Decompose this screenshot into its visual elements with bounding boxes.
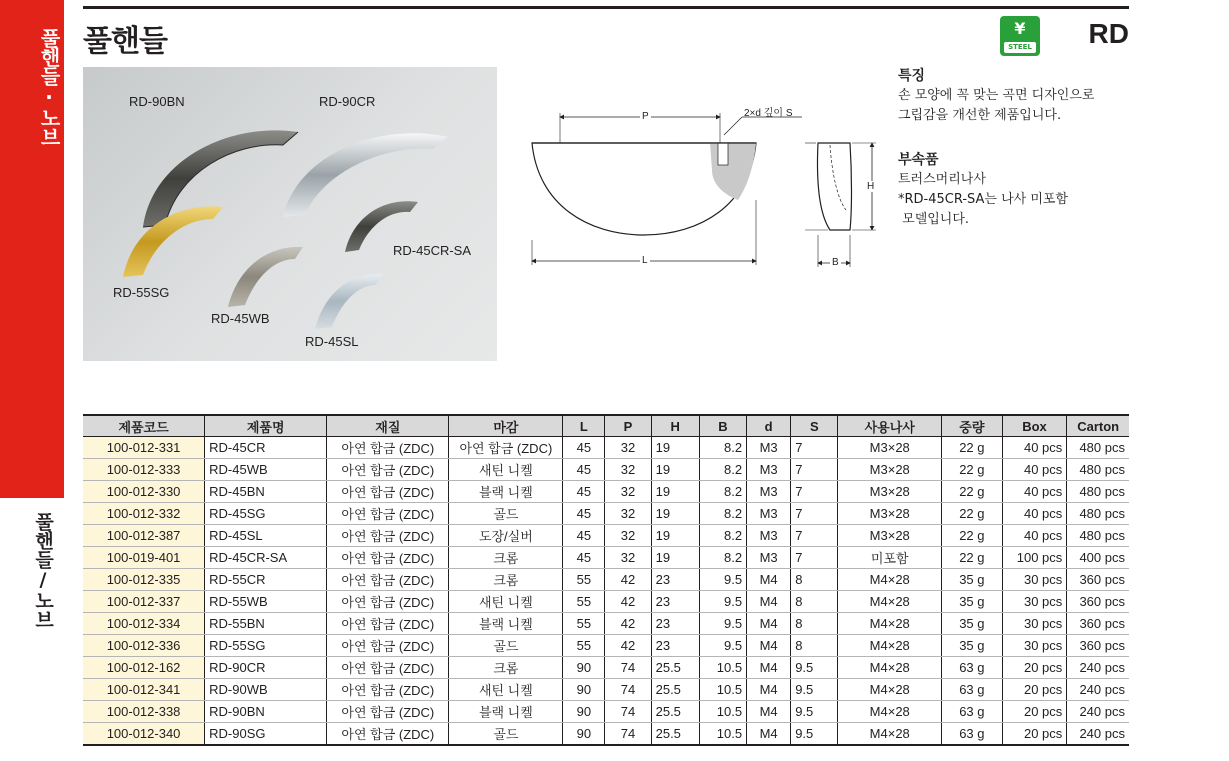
cell-box: 20 pcs	[1002, 657, 1067, 679]
cell-b: 8.2	[699, 503, 746, 525]
cell-l: 45	[563, 459, 605, 481]
cell-b: 10.5	[699, 657, 746, 679]
cell-box: 30 pcs	[1002, 635, 1067, 657]
col-header-p: P	[605, 415, 651, 437]
cell-carton: 400 pcs	[1067, 547, 1129, 569]
cell-h: 23	[651, 591, 699, 613]
cell-box: 30 pcs	[1002, 569, 1067, 591]
cell-h: 25.5	[651, 679, 699, 701]
features-heading: 특징	[898, 68, 926, 84]
cell-p: 74	[605, 679, 651, 701]
cell-finish: 골드	[449, 635, 563, 657]
cell-h: 23	[651, 613, 699, 635]
cell-finish: 블랙 니켈	[449, 481, 563, 503]
cell-l: 45	[563, 503, 605, 525]
cell-d: M3	[747, 503, 791, 525]
cell-screw: M4×28	[838, 569, 942, 591]
cell-carton: 360 pcs	[1067, 635, 1129, 657]
cell-screw: M4×28	[838, 701, 942, 723]
cell-carton: 360 pcs	[1067, 613, 1129, 635]
drawing-label-b: B	[832, 257, 839, 268]
cell-carton: 360 pcs	[1067, 591, 1129, 613]
cell-code: 100-012-387	[83, 525, 205, 547]
accessories-section	[898, 150, 1068, 230]
cell-d: M4	[747, 635, 791, 657]
table-row	[83, 459, 1129, 481]
product-photo-image	[83, 67, 497, 361]
cell-s: 7	[791, 547, 838, 569]
cell-screw: M4×28	[838, 591, 942, 613]
cell-screw: M4×28	[838, 679, 942, 701]
cell-finish: 새틴 니켈	[449, 591, 563, 613]
cell-h: 25.5	[651, 723, 699, 746]
cell-material: 아연 합금 (ZDC)	[327, 679, 449, 701]
cell-p: 42	[605, 569, 651, 591]
cell-finish: 새틴 니켈	[449, 679, 563, 701]
cell-code: 100-012-340	[83, 723, 205, 746]
cell-code: 100-012-336	[83, 635, 205, 657]
cell-code: 100-012-338	[83, 701, 205, 723]
cell-b: 8.2	[699, 525, 746, 547]
cell-h: 19	[651, 525, 699, 547]
table-row	[83, 481, 1129, 503]
col-header-finish: 마감	[449, 415, 563, 437]
cell-code: 100-012-330	[83, 481, 205, 503]
side-tab-red-label: 풀핸들·노브	[37, 28, 61, 146]
cell-weight: 22 g	[942, 437, 1003, 459]
cell-material: 아연 합금 (ZDC)	[327, 701, 449, 723]
cell-material: 아연 합금 (ZDC)	[327, 723, 449, 746]
technical-drawing	[520, 95, 880, 275]
cell-carton: 360 pcs	[1067, 569, 1129, 591]
photo-label-rd-45wb: RD-45WB	[211, 311, 270, 326]
side-tab-black-label: 풀핸들/노브	[32, 512, 54, 629]
cell-l: 45	[563, 481, 605, 503]
cell-finish: 크롬	[449, 657, 563, 679]
cell-weight: 35 g	[942, 569, 1003, 591]
cell-material: 아연 합금 (ZDC)	[327, 459, 449, 481]
table-row	[83, 657, 1129, 679]
cell-material: 아연 합금 (ZDC)	[327, 525, 449, 547]
cell-l: 55	[563, 591, 605, 613]
cell-s: 8	[791, 613, 838, 635]
cell-d: M4	[747, 657, 791, 679]
cell-box: 20 pcs	[1002, 701, 1067, 723]
cell-finish: 골드	[449, 503, 563, 525]
cell-name: RD-45SG	[205, 503, 327, 525]
cell-l: 55	[563, 635, 605, 657]
features-section	[898, 66, 1094, 126]
cell-box: 20 pcs	[1002, 679, 1067, 701]
cell-screw: M3×28	[838, 525, 942, 547]
cell-box: 40 pcs	[1002, 459, 1067, 481]
cell-s: 8	[791, 569, 838, 591]
cell-carton: 480 pcs	[1067, 503, 1129, 525]
cell-name: RD-45WB	[205, 459, 327, 481]
cell-l: 90	[563, 723, 605, 746]
accessories-heading: 부속품	[898, 152, 939, 168]
cell-finish: 도장/실버	[449, 525, 563, 547]
cell-finish: 아연 합금 (ZDC)	[449, 437, 563, 459]
cell-b: 8.2	[699, 481, 746, 503]
cell-l: 90	[563, 657, 605, 679]
cell-p: 32	[605, 481, 651, 503]
cell-d: M4	[747, 613, 791, 635]
cell-b: 9.5	[699, 591, 746, 613]
cell-d: M3	[747, 459, 791, 481]
cell-b: 10.5	[699, 679, 746, 701]
cell-material: 아연 합금 (ZDC)	[327, 613, 449, 635]
cell-s: 7	[791, 525, 838, 547]
cell-d: M3	[747, 481, 791, 503]
features-line: 그립감을 개선한 제품입니다.	[898, 108, 1062, 123]
cell-b: 9.5	[699, 613, 746, 635]
cell-p: 42	[605, 635, 651, 657]
cell-box: 20 pcs	[1002, 723, 1067, 746]
cell-l: 90	[563, 679, 605, 701]
technical-drawing-svg	[520, 95, 880, 275]
cell-b: 8.2	[699, 437, 746, 459]
cell-name: RD-90CR	[205, 657, 327, 679]
cell-carton: 480 pcs	[1067, 525, 1129, 547]
table-row	[83, 591, 1129, 613]
cell-h: 23	[651, 569, 699, 591]
cell-p: 74	[605, 701, 651, 723]
cell-name: RD-45BN	[205, 481, 327, 503]
table-row	[83, 547, 1129, 569]
drawing-label-h: H	[867, 181, 875, 192]
col-header-code: 제품코드	[83, 415, 205, 437]
page-title: 풀핸들	[83, 24, 167, 59]
table-row	[83, 569, 1129, 591]
cell-b: 8.2	[699, 459, 746, 481]
accessories-line: *RD-45CR-SA는 나사 미포함	[898, 192, 1069, 207]
col-header-b: B	[699, 415, 746, 437]
cell-box: 40 pcs	[1002, 525, 1067, 547]
cell-weight: 63 g	[942, 679, 1003, 701]
cell-material: 아연 합금 (ZDC)	[327, 547, 449, 569]
cell-material: 아연 합금 (ZDC)	[327, 569, 449, 591]
photo-label-rd-90cr: RD-90CR	[319, 94, 376, 109]
cell-name: RD-90WB	[205, 679, 327, 701]
cell-s: 8	[791, 591, 838, 613]
cell-p: 32	[605, 525, 651, 547]
cell-carton: 240 pcs	[1067, 701, 1129, 723]
cell-code: 100-012-162	[83, 657, 205, 679]
photo-label-rd-55sg: RD-55SG	[113, 285, 170, 300]
cell-code: 100-012-335	[83, 569, 205, 591]
table-row	[83, 701, 1129, 723]
cell-l: 55	[563, 569, 605, 591]
cell-s: 7	[791, 503, 838, 525]
cell-weight: 63 g	[942, 723, 1003, 746]
cell-code: 100-012-337	[83, 591, 205, 613]
cell-name: RD-90BN	[205, 701, 327, 723]
cell-h: 25.5	[651, 701, 699, 723]
cell-name: RD-45CR	[205, 437, 327, 459]
steel-y-icon: ¥	[1014, 19, 1026, 38]
cell-finish: 블랙 니켈	[449, 613, 563, 635]
photo-label-rd-90bn: RD-90BN	[129, 94, 185, 109]
cell-s: 9.5	[791, 679, 838, 701]
cell-d: M3	[747, 525, 791, 547]
cell-screw: M3×28	[838, 437, 942, 459]
cell-h: 19	[651, 503, 699, 525]
cell-d: M4	[747, 591, 791, 613]
header-rule	[83, 6, 1129, 9]
cell-weight: 22 g	[942, 481, 1003, 503]
cell-h: 25.5	[651, 657, 699, 679]
cell-material: 아연 합금 (ZDC)	[327, 591, 449, 613]
col-header-h: H	[651, 415, 699, 437]
cell-carton: 240 pcs	[1067, 723, 1129, 746]
cell-material: 아연 합금 (ZDC)	[327, 635, 449, 657]
cell-l: 45	[563, 547, 605, 569]
col-header-weight: 중량	[942, 415, 1003, 437]
cell-code: 100-012-341	[83, 679, 205, 701]
cell-p: 74	[605, 723, 651, 746]
table-row	[83, 613, 1129, 635]
cell-s: 7	[791, 459, 838, 481]
cell-s: 8	[791, 635, 838, 657]
steel-badge	[1000, 16, 1040, 56]
accessories-line: 트러스머리나사	[898, 172, 986, 187]
cell-l: 90	[563, 701, 605, 723]
cell-finish: 크롬	[449, 569, 563, 591]
cell-carton: 240 pcs	[1067, 657, 1129, 679]
cell-s: 9.5	[791, 701, 838, 723]
cell-carton: 480 pcs	[1067, 459, 1129, 481]
cell-s: 9.5	[791, 657, 838, 679]
spec-table	[83, 414, 1129, 746]
cell-name: RD-55BN	[205, 613, 327, 635]
table-row	[83, 437, 1129, 459]
col-header-carton: Carton	[1067, 415, 1129, 437]
cell-d: M4	[747, 679, 791, 701]
cell-weight: 35 g	[942, 635, 1003, 657]
cell-screw: M4×28	[838, 723, 942, 746]
spec-table-header-row	[83, 415, 1129, 437]
cell-finish: 골드	[449, 723, 563, 746]
cell-code: 100-012-333	[83, 459, 205, 481]
cell-material: 아연 합금 (ZDC)	[327, 481, 449, 503]
cell-s: 7	[791, 437, 838, 459]
cell-d: M3	[747, 547, 791, 569]
cell-h: 19	[651, 547, 699, 569]
cell-p: 32	[605, 437, 651, 459]
cell-screw: M4×28	[838, 635, 942, 657]
cell-weight: 22 g	[942, 503, 1003, 525]
col-header-d: d	[747, 415, 791, 437]
cell-name: RD-55SG	[205, 635, 327, 657]
cell-code: 100-012-331	[83, 437, 205, 459]
cell-weight: 22 g	[942, 525, 1003, 547]
cell-p: 32	[605, 503, 651, 525]
product-photo	[83, 67, 497, 361]
cell-p: 42	[605, 591, 651, 613]
cell-weight: 35 g	[942, 613, 1003, 635]
cell-carton: 480 pcs	[1067, 437, 1129, 459]
side-tab-red	[0, 0, 64, 498]
cell-h: 23	[651, 635, 699, 657]
drawing-label-l: L	[642, 255, 648, 266]
cell-finish: 새틴 니켈	[449, 459, 563, 481]
drawing-label-hole: 2×d 깊이 S	[744, 108, 793, 119]
cell-box: 30 pcs	[1002, 613, 1067, 635]
cell-carton: 240 pcs	[1067, 679, 1129, 701]
cell-code: 100-012-334	[83, 613, 205, 635]
cell-box: 40 pcs	[1002, 503, 1067, 525]
cell-weight: 35 g	[942, 591, 1003, 613]
col-header-box: Box	[1002, 415, 1067, 437]
table-row	[83, 635, 1129, 657]
cell-b: 10.5	[699, 723, 746, 746]
cell-material: 아연 합금 (ZDC)	[327, 503, 449, 525]
col-header-l: L	[563, 415, 605, 437]
cell-d: M3	[747, 437, 791, 459]
cell-box: 40 pcs	[1002, 481, 1067, 503]
cell-h: 19	[651, 437, 699, 459]
cell-p: 74	[605, 657, 651, 679]
cell-p: 32	[605, 547, 651, 569]
cell-p: 32	[605, 459, 651, 481]
cell-box: 30 pcs	[1002, 591, 1067, 613]
cell-material: 아연 합금 (ZDC)	[327, 657, 449, 679]
cell-p: 42	[605, 613, 651, 635]
cell-screw: M3×28	[838, 459, 942, 481]
cell-l: 55	[563, 613, 605, 635]
spec-table-body	[83, 437, 1129, 746]
photo-label-rd-45sl: RD-45SL	[305, 334, 359, 349]
col-header-screw: 사용나사	[838, 415, 942, 437]
cell-d: M4	[747, 701, 791, 723]
cell-b: 9.5	[699, 635, 746, 657]
accessories-line: 모델입니다.	[898, 212, 970, 227]
cell-l: 45	[563, 525, 605, 547]
cell-screw: 미포함	[838, 547, 942, 569]
photo-label-rd-45cr-sa: RD-45CR-SA	[393, 243, 472, 258]
cell-weight: 22 g	[942, 547, 1003, 569]
cell-box: 100 pcs	[1002, 547, 1067, 569]
table-row	[83, 525, 1129, 547]
col-header-name: 제품명	[205, 415, 327, 437]
cell-s: 9.5	[791, 723, 838, 746]
cell-weight: 22 g	[942, 459, 1003, 481]
cell-d: M4	[747, 569, 791, 591]
cell-finish: 크롬	[449, 547, 563, 569]
table-row	[83, 679, 1129, 701]
cell-box: 40 pcs	[1002, 437, 1067, 459]
cell-name: RD-55WB	[205, 591, 327, 613]
cell-name: RD-90SG	[205, 723, 327, 746]
cell-b: 8.2	[699, 547, 746, 569]
cell-weight: 63 g	[942, 701, 1003, 723]
cell-code: 100-019-401	[83, 547, 205, 569]
table-row	[83, 723, 1129, 746]
table-row	[83, 503, 1129, 525]
cell-weight: 63 g	[942, 657, 1003, 679]
cell-h: 19	[651, 459, 699, 481]
cell-b: 9.5	[699, 569, 746, 591]
cell-name: RD-45CR-SA	[205, 547, 327, 569]
cell-screw: M4×28	[838, 613, 942, 635]
cell-h: 19	[651, 481, 699, 503]
cell-screw: M4×28	[838, 657, 942, 679]
cell-screw: M3×28	[838, 481, 942, 503]
cell-finish: 블랙 니켈	[449, 701, 563, 723]
cell-name: RD-55CR	[205, 569, 327, 591]
features-line: 손 모양에 꼭 맞는 곡면 디자인으로	[898, 88, 1095, 103]
col-header-material: 재질	[327, 415, 449, 437]
cell-d: M4	[747, 723, 791, 746]
cell-l: 45	[563, 437, 605, 459]
cell-material: 아연 합금 (ZDC)	[327, 437, 449, 459]
cell-screw: M3×28	[838, 503, 942, 525]
cell-code: 100-012-332	[83, 503, 205, 525]
col-header-s: S	[791, 415, 838, 437]
drawing-label-p: P	[642, 111, 649, 122]
cell-b: 10.5	[699, 701, 746, 723]
cell-name: RD-45SL	[205, 525, 327, 547]
product-code: RD	[1088, 18, 1129, 49]
cell-carton: 480 pcs	[1067, 481, 1129, 503]
steel-badge-label: STEEL	[1004, 42, 1036, 53]
cell-s: 7	[791, 481, 838, 503]
